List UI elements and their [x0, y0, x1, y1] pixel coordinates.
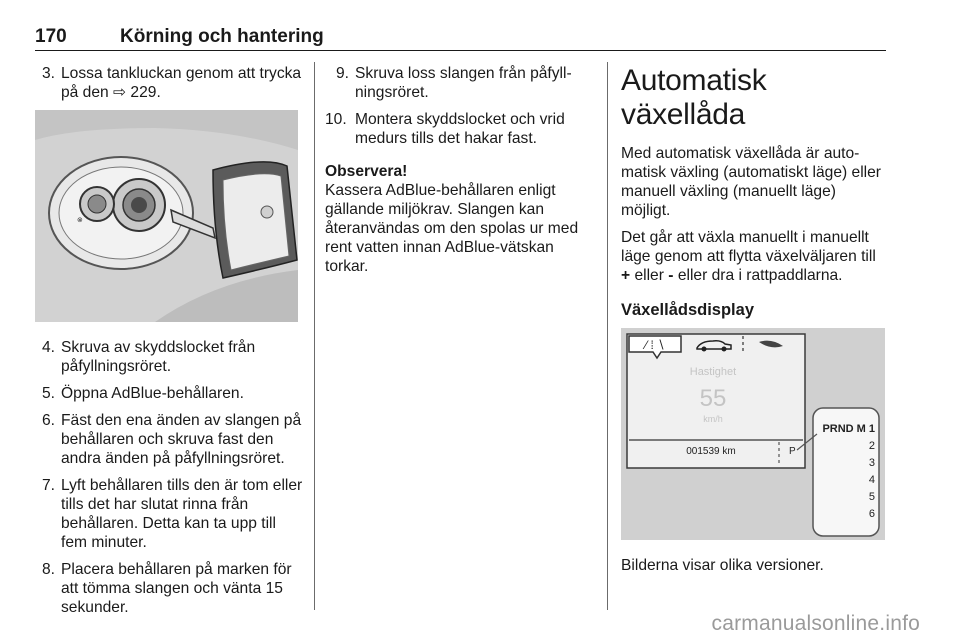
gear-header: PRND M 1	[822, 423, 875, 435]
step-text: Skruva av skyddslocket från påfyllningsröret.	[61, 339, 256, 375]
column-3	[621, 64, 887, 575]
note-text: Kassera AdBlue-behållaren enligt gällande miljökrav. Slangen kan återanvändas om den spolas ur med rent vatten innan AdBlue-vätskan torkar.	[325, 182, 579, 275]
speed-value: 55	[699, 385, 727, 412]
step-number: 5.	[42, 385, 56, 402]
step-text: Montera skyddslocket och vrid medurs tills det hakar fast.	[355, 111, 565, 147]
paragraph-2-text: eller	[634, 267, 664, 284]
gear-indicator: P	[789, 446, 796, 457]
minus-sign: -	[668, 267, 674, 284]
gear-4: 4	[868, 474, 875, 486]
step-4	[35, 338, 303, 376]
step-text: Skruva loss slangen från påfyll-ningsröret.	[355, 65, 572, 101]
step-number: 8.	[42, 561, 56, 578]
page-header	[35, 26, 886, 51]
step-text: Lossa tankluckan genom att trycka på den ⇨ 229.	[61, 65, 302, 101]
plus-sign: +	[621, 267, 631, 284]
speed-label: Hastighet	[689, 366, 737, 378]
step-number: 4.	[42, 339, 56, 356]
section-title: Körning och hantering	[120, 26, 324, 47]
step-text: Placera behållaren på marken för att tömma slangen och vänta 15 sekunder.	[61, 561, 292, 616]
column-2	[325, 64, 593, 276]
paragraph-1: Med automatisk växellåda är auto-matisk växling (automatiskt läge) eller manuell växling (manuellt läge) möjligt.	[621, 145, 881, 219]
gear-5: 5	[868, 491, 875, 503]
step-text: Fäst den ena änden av slangen på behållaren och skruva fast den andra änden på påfyllningsröret.	[61, 412, 302, 467]
step-text: Lyft behållaren tills den är tom eller tills det har slutat rinna från behållaren. Detta kan ta upp till fem minuter.	[61, 477, 303, 551]
column-divider-2	[607, 62, 608, 610]
gear-6: 6	[868, 508, 875, 520]
odometer: 001539 km	[686, 446, 736, 457]
paragraph-2	[621, 228, 887, 285]
chapter-heading: Automatisk växellåda	[621, 64, 767, 131]
page-number: 170	[35, 26, 67, 47]
step-10	[325, 110, 593, 148]
figure-caption: Bilderna visar olika versioner.	[621, 557, 824, 574]
step-number: 3.	[42, 65, 56, 82]
step-text: Öppna AdBlue-behållaren.	[61, 385, 244, 402]
step-number: 10.	[325, 111, 347, 128]
subheading: Växellådsdisplay	[621, 301, 754, 319]
fuel-filler-flap-illustration	[35, 110, 298, 322]
column-1	[35, 64, 303, 625]
step-6	[35, 411, 303, 468]
gearbox-display-illustration	[621, 328, 885, 540]
step-3	[35, 64, 303, 102]
step-5	[35, 384, 303, 403]
svg-text:⊗: ⊗	[77, 216, 83, 224]
paragraph-2-text: Det går att växla manuellt i manuellt läge genom att flytta växelväljaren till	[621, 229, 876, 265]
gear-2: 2	[868, 440, 875, 452]
step-number: 7.	[42, 477, 56, 494]
step-9	[325, 64, 593, 102]
step-8	[35, 560, 303, 617]
open-flap	[213, 162, 297, 278]
note-title: Observera!	[325, 163, 408, 180]
speed-unit: km/h	[703, 414, 723, 424]
svg-text:⁄ ⁞ ∖: ⁄ ⁞ ∖	[645, 338, 665, 352]
watermark: carmanualsonline.info	[711, 612, 920, 635]
step-number: 9.	[336, 65, 350, 82]
gear-3: 3	[868, 457, 875, 469]
step-7	[35, 476, 303, 552]
paragraph-2-text: eller dra i rattpaddlarna.	[677, 267, 843, 284]
column-divider-1	[314, 62, 315, 610]
step-number: 6.	[42, 412, 56, 429]
